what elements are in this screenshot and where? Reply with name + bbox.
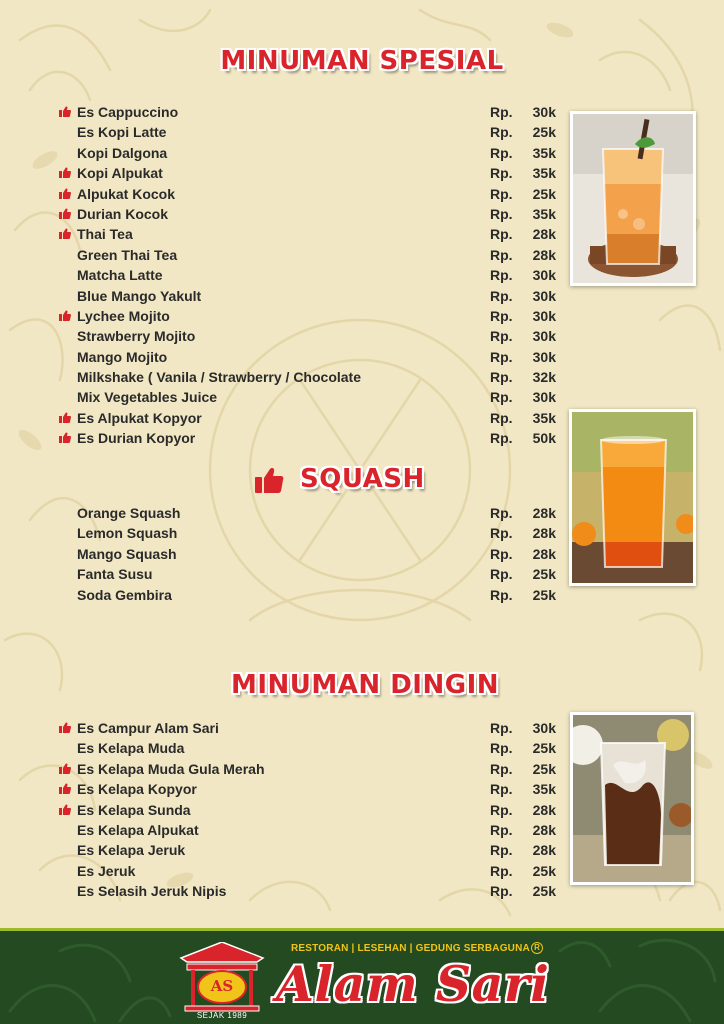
menu-item-price: 35k	[532, 165, 556, 182]
menu-item-currency: Rp.	[490, 842, 513, 859]
menu-item	[56, 564, 566, 584]
menu-item	[56, 800, 566, 820]
menu-item-currency: Rp.	[490, 430, 513, 447]
brand-name: Alam Sari	[276, 955, 550, 1013]
menu-item-name: Es Selasih Jeruk Nipis	[77, 883, 227, 900]
thai-tea-photo	[570, 111, 696, 286]
menu-item	[56, 204, 566, 224]
menu-item	[56, 779, 566, 799]
menu-item-currency: Rp.	[490, 740, 513, 757]
menu-item-currency: Rp.	[490, 760, 513, 777]
menu-item-currency: Rp.	[490, 545, 513, 562]
menu-item-currency: Rp.	[490, 369, 513, 386]
menu-item	[56, 245, 566, 265]
menu-item-name: Es Kelapa Alpukat	[77, 821, 199, 838]
menu-item-name: Es Campur Alam Sari	[77, 720, 219, 736]
menu-item-price: 28k	[532, 226, 556, 243]
menu-item-currency: Rp.	[490, 124, 513, 141]
menu-item	[56, 184, 566, 204]
menu-item-name: Es Kopi Latte	[77, 124, 167, 141]
menu-item-price: 30k	[532, 104, 556, 120]
menu-item-name: Es Alpukat Kopyor	[77, 409, 202, 426]
menu-item-price: 28k	[532, 246, 556, 263]
menu-item	[56, 544, 566, 564]
menu-item-currency: Rp.	[490, 287, 513, 304]
menu-item-currency: Rp.	[490, 409, 513, 426]
menu-item-currency: Rp.	[490, 801, 513, 818]
since-label: SEJAK 1989	[196, 1011, 248, 1020]
menu-item-currency: Rp.	[490, 862, 513, 879]
thumbs-up-icon	[254, 466, 284, 494]
menu-item-name: Blue Mango Yakult	[77, 287, 202, 304]
menu-item-price: 25k	[532, 124, 556, 141]
menu-item	[56, 265, 566, 285]
menu-item	[56, 718, 566, 738]
orange-squash-photo	[569, 409, 696, 586]
menu-item-price: 30k	[532, 287, 556, 304]
menu-item	[56, 861, 566, 881]
menu-item-price: 28k	[532, 545, 556, 562]
menu-item-price: 35k	[532, 205, 556, 222]
menu-item-price: 30k	[532, 720, 556, 736]
menu-item-price: 25k	[532, 883, 556, 900]
menu-item-price: 35k	[532, 144, 556, 161]
menu-item	[56, 286, 566, 306]
thumbs-up-icon	[59, 804, 71, 815]
menu-item-currency: Rp.	[490, 144, 513, 161]
menu-item-price: 25k	[532, 566, 556, 583]
menu-item-name: Es Kelapa Muda	[77, 740, 185, 757]
menu-item-price: 28k	[532, 842, 556, 859]
menu-item-price: 25k	[532, 760, 556, 777]
menu-item-price: 30k	[532, 389, 556, 406]
menu-item-currency: Rp.	[490, 246, 513, 263]
menu-item-price: 25k	[532, 185, 556, 202]
menu-item	[56, 523, 566, 543]
menu-list-minuman-dingin	[56, 718, 566, 902]
menu-item-name: Es Kelapa Kopyor	[77, 781, 197, 798]
menu-item-name: Kopi Alpukat	[77, 165, 163, 182]
menu-list-squash	[56, 503, 566, 605]
thumbs-up-icon	[59, 228, 71, 239]
menu-item-name: Mix Vegetables Juice	[77, 389, 218, 406]
thumbs-up-icon	[59, 432, 71, 443]
menu-item	[56, 102, 566, 122]
menu-item-name: Es Kelapa Sunda	[77, 801, 191, 818]
menu-item-currency: Rp.	[490, 185, 513, 202]
menu-item-name: Lychee Mojito	[77, 307, 170, 324]
menu-item-name: Lemon Squash	[77, 525, 178, 542]
section-title-squash: SQUASH	[300, 464, 425, 494]
menu-list-minuman-spesial	[56, 102, 566, 449]
menu-item-name: Orange Squash	[77, 505, 181, 521]
menu-item-name: Soda Gembira	[77, 586, 172, 603]
section-title-minuman-dingin: MINUMAN DINGIN	[230, 670, 499, 700]
menu-item-currency: Rp.	[490, 104, 513, 120]
menu-item-currency: Rp.	[490, 348, 513, 365]
menu-item-name: Alpukat Kocok	[77, 185, 176, 202]
menu-item	[56, 881, 566, 901]
menu-item-price: 50k	[532, 430, 556, 447]
menu-item	[56, 840, 566, 860]
menu-item	[56, 585, 566, 605]
menu-item-name: Mango Squash	[77, 545, 177, 562]
thumbs-up-icon	[59, 208, 71, 219]
thumbs-up-icon	[59, 412, 71, 423]
menu-item-price: 25k	[532, 740, 556, 757]
menu-item-name: Es Kelapa Muda Gula Merah	[77, 760, 265, 777]
menu-item-price: 30k	[532, 307, 556, 324]
menu-item-name: Mango Mojito	[77, 348, 168, 365]
menu-item-currency: Rp.	[490, 586, 513, 603]
menu-item-price: 25k	[532, 586, 556, 603]
menu-item	[56, 224, 566, 244]
menu-item	[56, 428, 566, 448]
menu-item-currency: Rp.	[490, 267, 513, 284]
menu-item-name: Es Cappuccino	[77, 104, 179, 120]
menu-item-currency: Rp.	[490, 525, 513, 542]
menu-item-currency: Rp.	[490, 165, 513, 182]
thumbs-up-icon	[59, 722, 71, 733]
menu-item-currency: Rp.	[490, 566, 513, 583]
menu-item-name: Fanta Susu	[77, 566, 153, 583]
menu-item-price: 30k	[532, 348, 556, 365]
tagline: RESTORAN | LESEHAN | GEDUNG SERBAGUNA	[291, 943, 530, 954]
menu-item	[56, 503, 566, 523]
menu-item-currency: Rp.	[490, 821, 513, 838]
menu-item-price: 35k	[532, 781, 556, 798]
menu-item	[56, 347, 566, 367]
thumbs-up-icon	[59, 763, 71, 774]
menu-item	[56, 820, 566, 840]
menu-item	[56, 326, 566, 346]
menu-item-price: 25k	[532, 862, 556, 879]
menu-item	[56, 122, 566, 142]
section-title-minuman-spesial: MINUMAN SPESIAL	[220, 46, 504, 76]
menu-item-currency: Rp.	[490, 389, 513, 406]
menu-item-name: Milkshake ( Vanila / Strawberry / Chocolate	[77, 369, 361, 386]
menu-item-name: Kopi Dalgona	[77, 144, 168, 161]
menu-item	[56, 387, 566, 407]
menu-item	[56, 408, 566, 428]
menu-item-name: Es Durian Kopyor	[77, 430, 196, 447]
footer-banner	[0, 928, 724, 1024]
menu-item-name: Durian Kocok	[77, 205, 169, 222]
menu-item	[56, 738, 566, 758]
menu-item-currency: Rp.	[490, 781, 513, 798]
thumbs-up-icon	[59, 188, 71, 199]
menu-item-currency: Rp.	[490, 505, 513, 521]
thumbs-up-icon	[59, 783, 71, 794]
menu-item-name: Matcha Latte	[77, 267, 163, 284]
logo-monogram: AS	[210, 977, 234, 995]
menu-item-name: Thai Tea	[77, 226, 133, 243]
menu-item-currency: Rp.	[490, 307, 513, 324]
thumbs-up-icon	[59, 167, 71, 178]
menu-item-name: Es Kelapa Jeruk	[77, 842, 186, 859]
menu-item	[56, 367, 566, 387]
menu-item	[56, 759, 566, 779]
menu-item-price: 28k	[532, 505, 556, 521]
menu-item-price: 28k	[532, 801, 556, 818]
menu-item-currency: Rp.	[490, 226, 513, 243]
menu-item-name: Es Jeruk	[77, 862, 136, 879]
menu-item	[56, 143, 566, 163]
menu-item-name: Strawberry Mojito	[77, 328, 196, 345]
menu-item	[56, 306, 566, 326]
menu-item-currency: Rp.	[490, 328, 513, 345]
menu-item-currency: Rp.	[490, 720, 513, 736]
es-campur-photo	[570, 712, 694, 885]
menu-item-currency: Rp.	[490, 883, 513, 900]
thumbs-up-icon	[59, 310, 71, 321]
menu-item-name: Green Thai Tea	[77, 246, 178, 263]
menu-item-price: 28k	[532, 821, 556, 838]
menu-item-price: 28k	[532, 525, 556, 542]
registered-mark-icon: R	[531, 942, 543, 954]
menu-item-price: 35k	[532, 409, 556, 426]
menu-item-price: 30k	[532, 267, 556, 284]
menu-item-price: 32k	[532, 369, 556, 386]
menu-item	[56, 163, 566, 183]
menu-item-currency: Rp.	[490, 205, 513, 222]
thumbs-up-icon	[59, 106, 71, 117]
menu-item-price: 30k	[532, 328, 556, 345]
